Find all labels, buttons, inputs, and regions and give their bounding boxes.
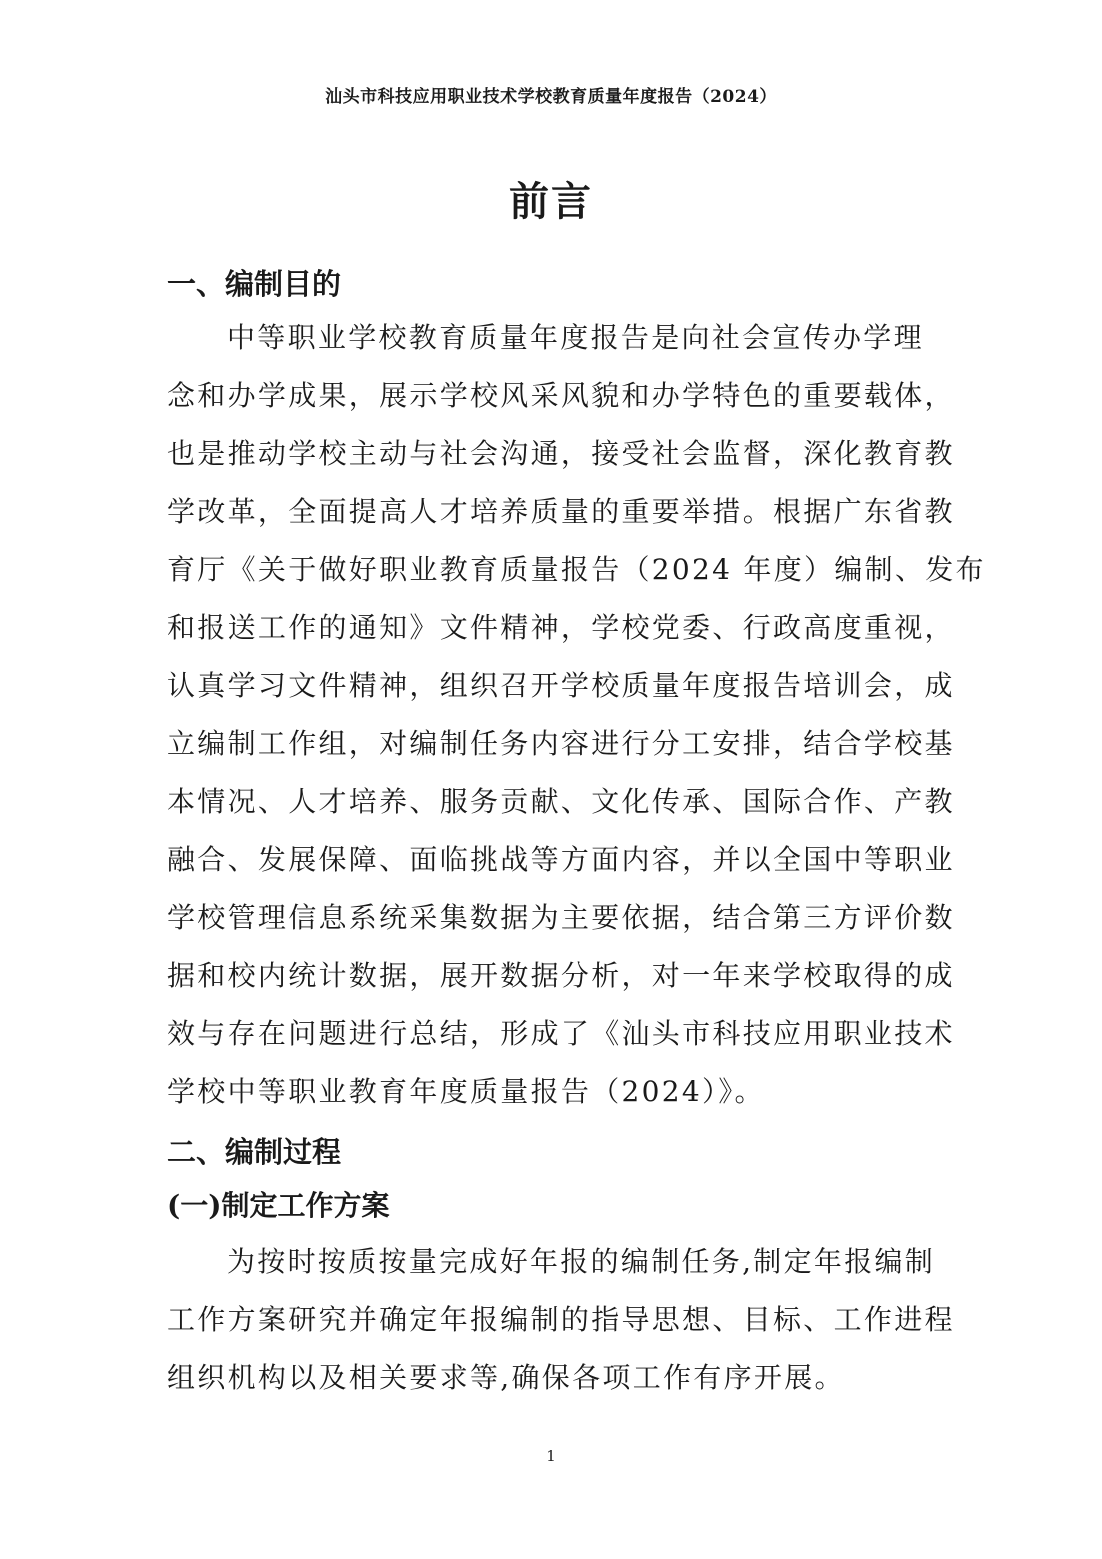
paragraph-line: 育厅《关于做好职业教育质量报告（2024 年度）编制、发布 [167, 553, 986, 586]
paragraph-line: 也是推动学校主动与社会沟通，接受社会监督，深化教育教 [167, 437, 955, 470]
paragraph-line: 念和办学成果，展示学校风采风貌和办学特色的重要载体， [167, 379, 955, 412]
paragraph-line: 组织机构以及相关要求等,确保各项工作有序开展。 [167, 1361, 845, 1394]
paragraph-line: 为按时按质按量完成好年报的编制任务,制定年报编制 [227, 1245, 936, 1278]
paragraph-line: 本情况、人才培养、服务贡献、文化传承、国际合作、产教 [167, 785, 955, 818]
paragraph-line: 中等职业学校教育质量年度报告是向社会宣传办学理 [227, 321, 924, 354]
section-heading-process: 二、编制过程 [167, 1135, 342, 1169]
paragraph-line: 和报送工作的通知》文件精神，学校党委、行政高度重视， [167, 611, 955, 644]
paragraph-line: 学改革，全面提高人才培养质量的重要举措。根据广东省教 [167, 495, 955, 528]
paragraph-line: 融合、发展保障、面临挑战等方面内容，并以全国中等职业 [167, 843, 955, 876]
paragraph-line: 工作方案研究并确定年报编制的指导思想、目标、工作进程 [167, 1303, 955, 1336]
paragraph-line: 学校中等职业教育年度质量报告（2024）》。 [167, 1075, 765, 1108]
paragraph-line: 效与存在问题进行总结，形成了《汕头市科技应用职业技术 [167, 1017, 955, 1050]
section-heading-purpose: 一、编制目的 [167, 267, 342, 301]
paragraph-line: 认真学习文件精神，组织召开学校质量年度报告培训会，成 [167, 669, 955, 702]
paragraph-line: 据和校内统计数据，展开数据分析，对一年来学校取得的成 [167, 959, 955, 992]
page-title: 前言 [509, 178, 593, 225]
subsection-heading-work-plan: (一)制定工作方案 [167, 1189, 390, 1222]
paragraph-line: 立编制工作组，对编制任务内容进行分工安排，结合学校基 [167, 727, 955, 760]
running-header: 汕头市科技应用职业技术学校教育质量年度报告（2024） [325, 87, 777, 107]
paragraph-line: 学校管理信息系统采集数据为主要依据，结合第三方评价数 [167, 901, 955, 934]
page-number: 1 [546, 1447, 556, 1465]
